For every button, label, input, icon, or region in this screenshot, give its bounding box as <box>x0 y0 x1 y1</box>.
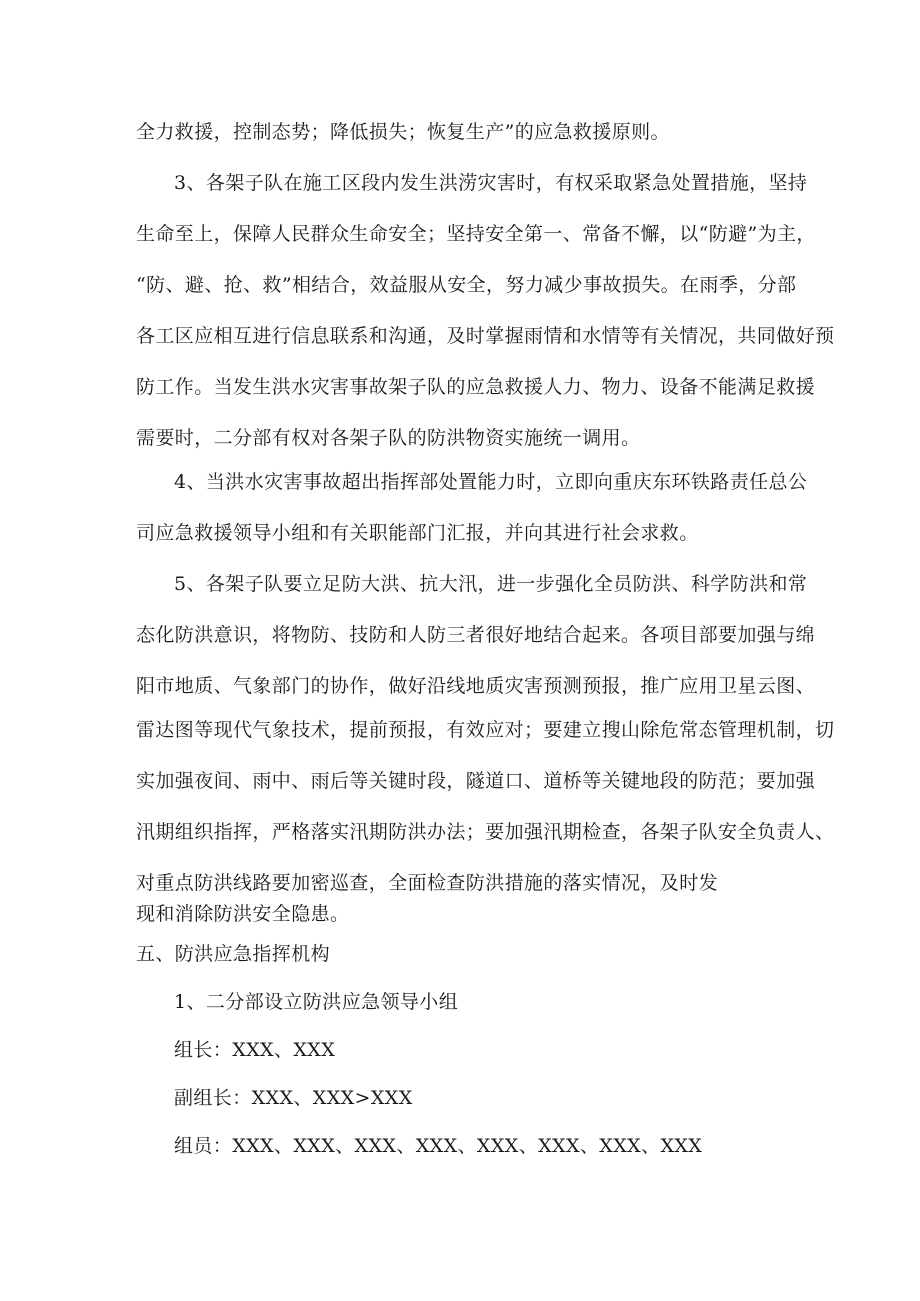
paragraph-line: 雷达图等现代气象技术，提前预报，有效应对；要建立搜山除危常态管理机制，切 <box>136 719 835 741</box>
members-line: 组员：XXX、XXX、XXX、XXX、XXX、XXX、XXX、XXX <box>174 1135 703 1157</box>
deputy-leader-line: 副组长：XXX、XXX>XXX <box>174 1087 413 1109</box>
paragraph-line: “防、避、抢、救”相结合，效益服从安全，努力减少事故损失。在雨季，分部 <box>136 274 797 296</box>
paragraph-line: 实加强夜间、雨中、雨后等关键时段，隧道口、道桥等关键地段的防范；要加强 <box>136 770 816 792</box>
paragraph-line: 司应急救援领导小组和有关职能部门汇报，并向其进行社会求救。 <box>136 522 699 544</box>
paragraph-line: 阳市地质、气象部门的协作，做好沿线地质灾害预测预报，推广应用卫星云图、 <box>136 675 816 697</box>
section-heading: 五、防洪应急指挥机构 <box>136 943 331 965</box>
paragraph-line: 态化防洪意识，将物防、技防和人防三者很好地结合起来。各项目部要加强与绵 <box>136 624 816 646</box>
paragraph-line: 需要时，二分部有权对各架子队的防洪物资实施统一调用。 <box>136 427 641 449</box>
paragraph-line: 4、当洪水灾害事故超出指挥部处置能力时，立即向重庆东环铁路责任总公 <box>174 471 808 493</box>
leader-line: 组长：XXX、XXX <box>174 1039 336 1061</box>
paragraph-line: 汛期组织指挥，严格落实汛期防洪办法；要加强汛期检查，各架子队安全负责人、 <box>136 821 835 843</box>
paragraph-line: 防工作。当发生洪水灾害事故架子队的应急救援人力、物力、设备不能满足救援 <box>136 376 816 398</box>
paragraph-line: 生命至上，保障人民群众生命安全；坚持安全第一、常备不懈，以“防避”为主， <box>136 223 816 245</box>
subsection-heading: 1、二分部设立防洪应急领导小组 <box>174 991 459 1013</box>
paragraph-line: 5、各架子队要立足防大洪、抗大汛，进一步强化全员防洪、科学防洪和常 <box>174 573 808 595</box>
paragraph-line: 现和消除防洪安全隐患。 <box>136 903 350 925</box>
paragraph-line: 各工区应相互进行信息联系和沟通，及时掌握雨情和水情等有关情况，共同做好预 <box>136 325 835 347</box>
paragraph-line: 3、各架子队在施工区段内发生洪涝灾害时，有权采取紧急处置措施，坚持 <box>174 172 808 194</box>
paragraph-line: 对重点防洪线路要加密巡查，全面检查防洪措施的落实情况，及时发 <box>136 872 719 894</box>
paragraph-line: 全力救援，控制态势；降低损失；恢复生产”的应急救援原则。 <box>136 121 670 143</box>
